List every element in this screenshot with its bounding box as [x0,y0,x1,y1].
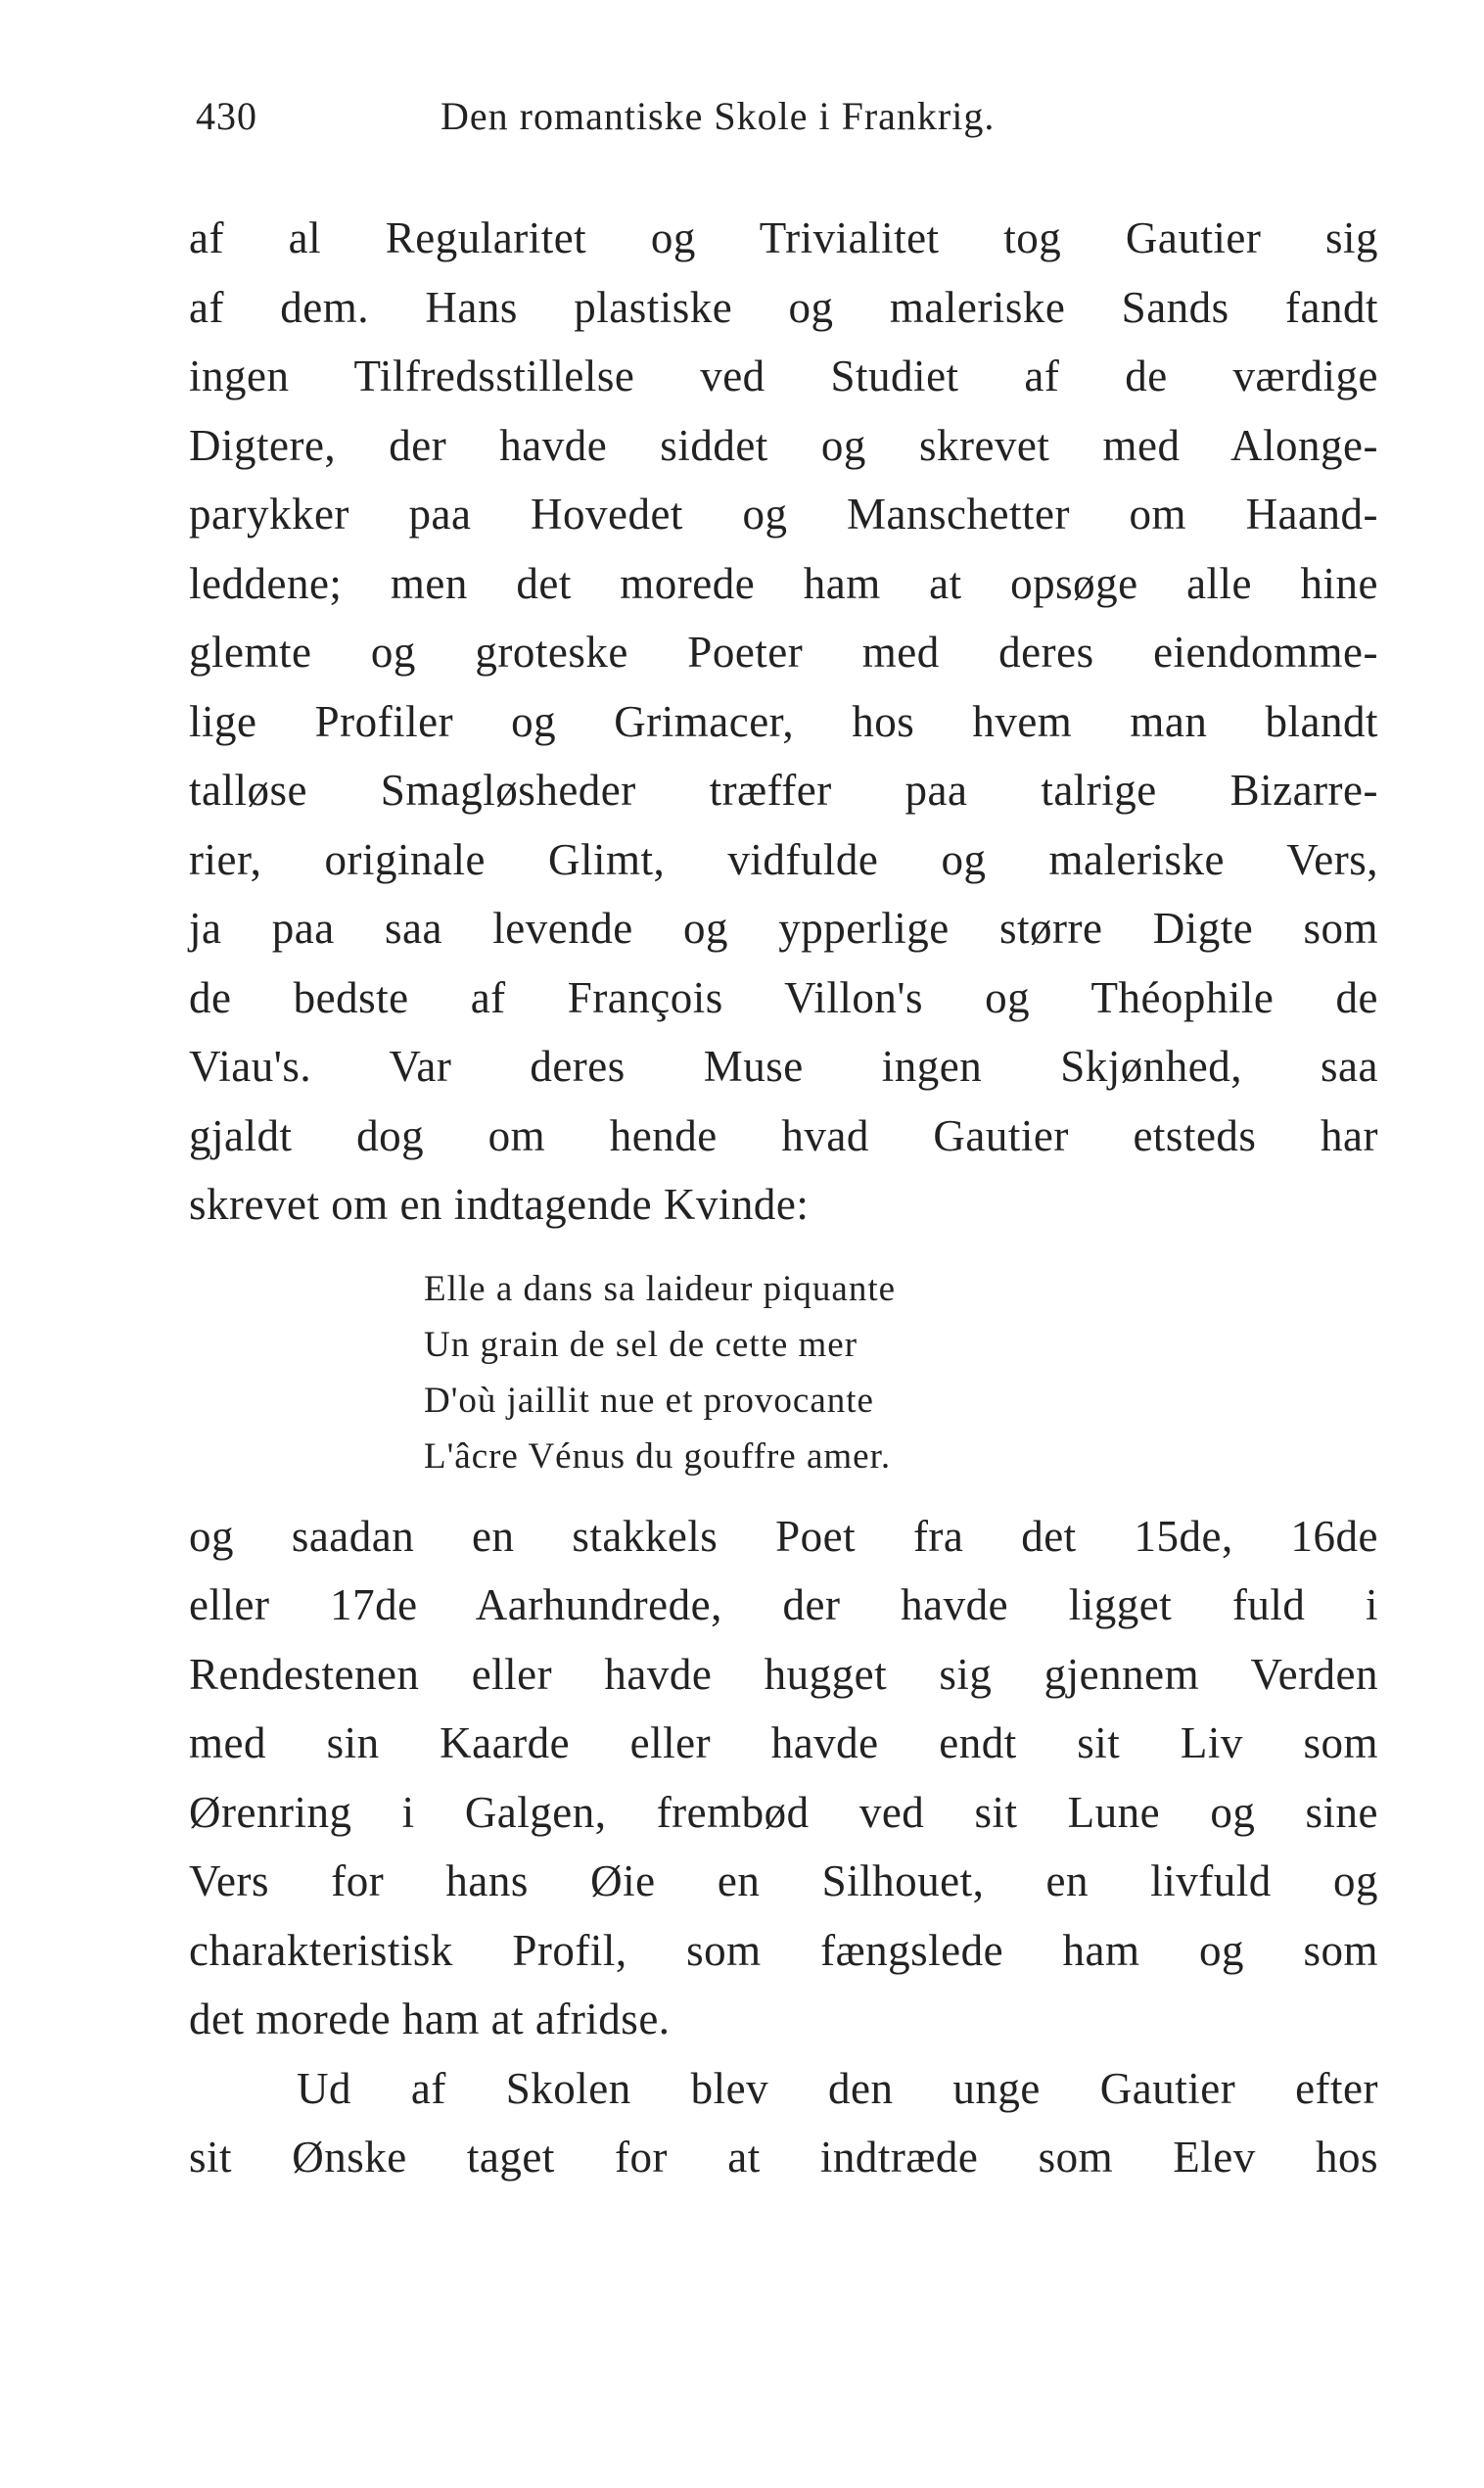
paragraph-3 [189,2054,1378,2192]
text-line: glemte og groteske Poeter med deres eiendomme- [189,628,1378,677]
text-line: sit Ønske taget for at indtræde som Elev hos [189,2133,1378,2182]
text-line: af al Regularitet og Trivialitet tog Gautier sig [189,213,1378,262]
running-title: Den romantiske Skole i Frankrig. [441,94,996,138]
text-line: det morede ham at afridse. [189,1995,671,2043]
text-line: Ud af Skolen blev den unge Gautier efter [297,2063,1378,2113]
verse-quote [189,1261,1378,1484]
page-number: 430 [196,94,257,138]
text-line: Viau's. Var deres Muse ingen Skjønhed, saa [189,1042,1378,1091]
text-line: Vers for hans Øie en Silhouet, en livfuld og [189,1856,1378,1905]
text-line: ja paa saa levende og ypperlige større Digte som [189,904,1378,953]
page-header [196,93,1390,152]
text-line: Digtere, der havde siddet og skrevet med Alonge- [189,420,1378,470]
verse-line: D'où jaillit nue et provocante [424,1380,874,1421]
text-line: talløse Smagløsheder træffer paa talrige Bizarre- [189,766,1378,815]
paragraph-2 [189,1502,1378,2054]
verse-line: Elle a dans sa laideur piquante [424,1268,897,1309]
verse-line: Un grain de sel de cette mer [424,1324,858,1365]
paragraph-1 [189,204,1378,1240]
text-line: ingen Tilfredsstillelse ved Studiet af de værdige [189,352,1378,400]
text-line: af dem. Hans plastiske og maleriske Sands fandt [189,282,1378,332]
text-line: charakteristisk Profil, som fængslede ham og som [189,1925,1378,1975]
text-line: skrevet om en indtagende Kvinde: [189,1180,810,1229]
text-line: lige Profiler og Grimacer, hos hvem man blandt [189,696,1378,746]
text-line: parykker paa Hovedet og Manschetter om Haand- [189,490,1378,539]
verse-line: L'âcre Vénus du gouffre amer. [424,1435,892,1477]
text-line: gjaldt dog om hende hvad Gautier etsteds har [189,1110,1378,1160]
text-line: og saadan en stakkels Poet fra det 15de, 16de [189,1511,1378,1561]
text-line: de bedste af François Villon's og Théophile de [189,972,1378,1022]
text-line: Rendestenen eller havde hugget sig gjennem Verden [189,1649,1378,1699]
body-text [189,204,1378,2192]
text-line: eller 17de Aarhundrede, der havde ligget fuld i [189,1580,1378,1629]
text-line: rier, originale Glimt, vidfulde og maleriske Vers, [189,834,1378,884]
text-line: Ørenring i Galgen, frembød ved sit Lune og sine [189,1787,1378,1837]
text-line: med sin Kaarde eller havde endt sit Liv som [189,1718,1378,1767]
text-line: leddene; men det morede ham at opsøge alle hine [189,558,1378,608]
